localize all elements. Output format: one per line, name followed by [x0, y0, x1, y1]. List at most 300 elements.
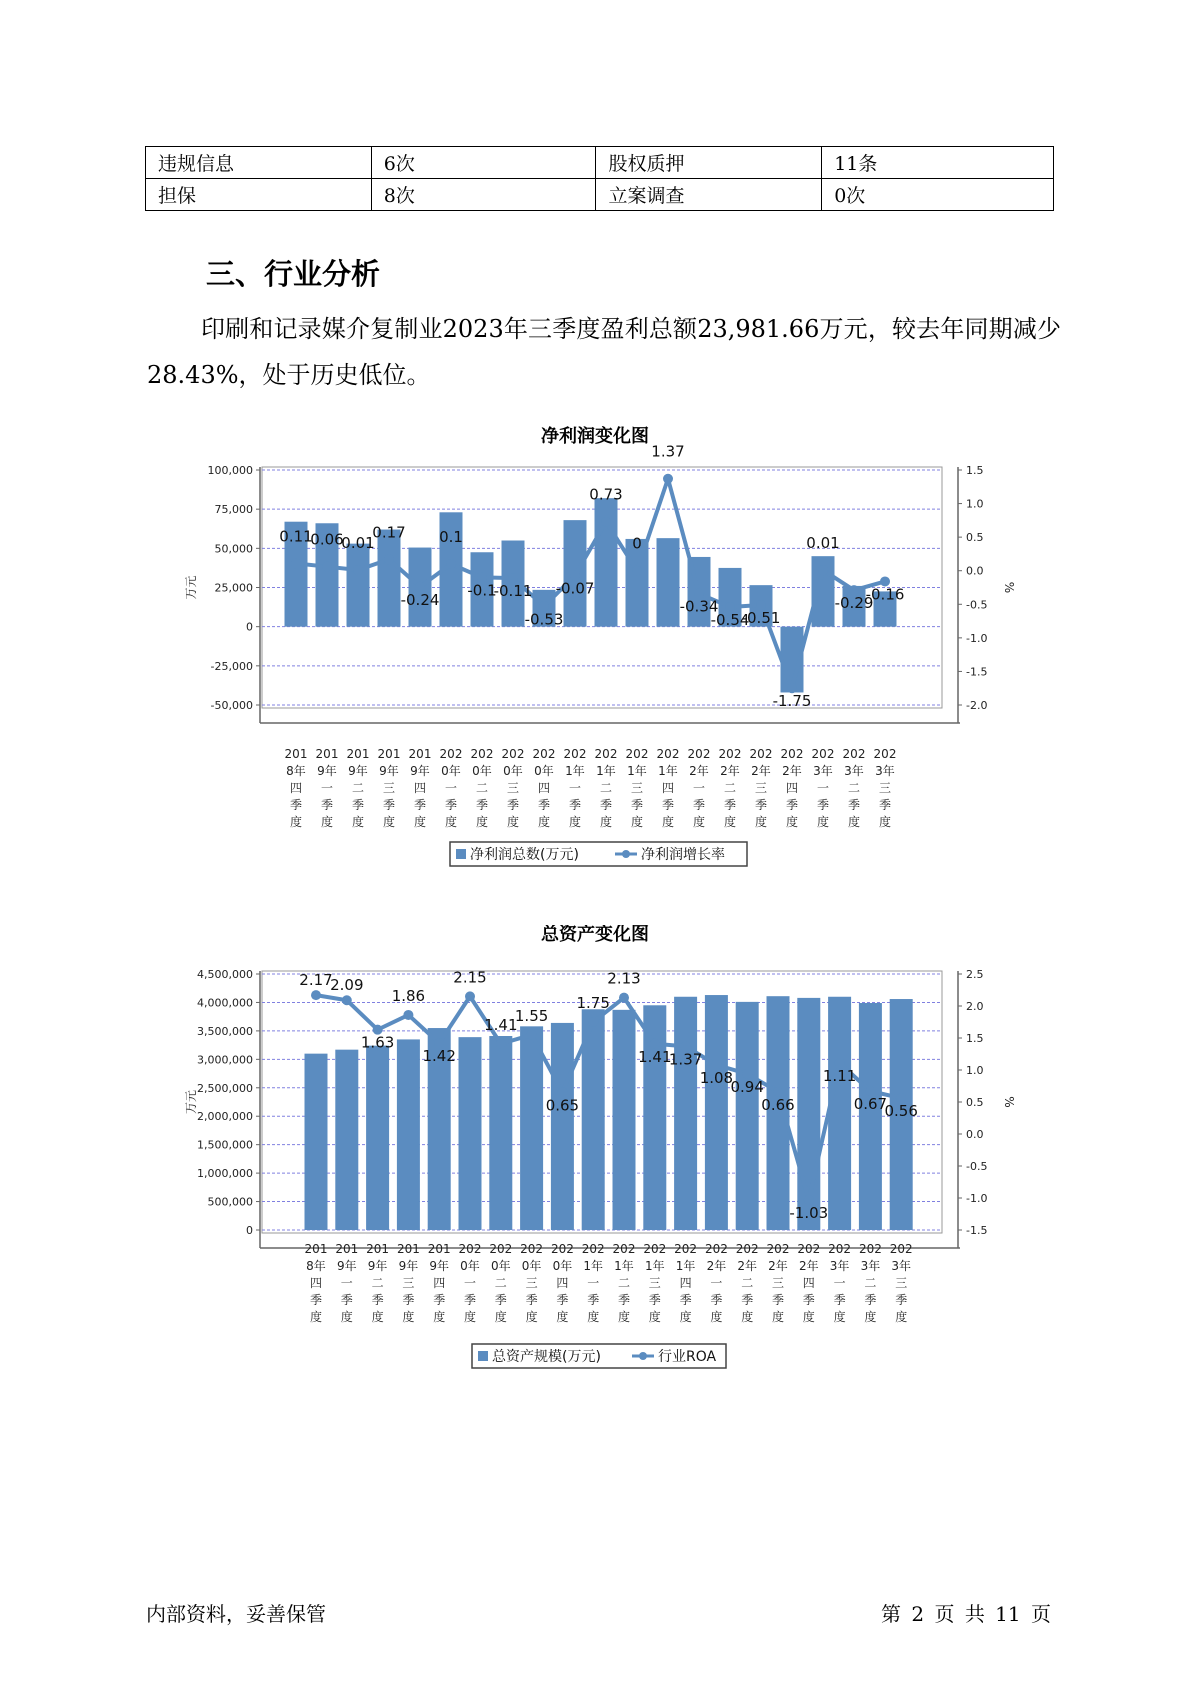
x-tick-label: 0年: [521, 1259, 542, 1273]
bar: [736, 1002, 759, 1230]
bar: [674, 997, 697, 1230]
x-tick-label: 季: [568, 798, 582, 812]
x-tick-label: 度: [895, 1310, 908, 1324]
x-tick-label: 度: [710, 1310, 723, 1324]
y-tick-label-right: 0.0: [966, 564, 984, 578]
table-cell: 11条: [822, 147, 1054, 179]
x-tick-label: 度: [463, 1310, 477, 1324]
x-tick-label: 202: [780, 747, 804, 761]
x-tick-label: 二: [599, 781, 613, 795]
x-tick-label: 度: [402, 1310, 415, 1324]
x-tick-label: 季: [754, 798, 768, 812]
bar: [366, 1046, 389, 1230]
x-tick-label: 1年: [565, 764, 585, 778]
x-tick-label: 1年: [644, 1259, 665, 1273]
x-tick-label: 202: [797, 1242, 821, 1256]
bar: [613, 1010, 636, 1230]
x-tick-label: 度: [802, 1310, 815, 1324]
x-tick-label: 3年: [860, 1259, 881, 1273]
x-tick-label: 度: [537, 815, 551, 829]
data-label: -0.24: [400, 590, 440, 609]
x-tick-label: 0年: [460, 1259, 480, 1273]
x-tick-label: 度: [816, 815, 830, 829]
x-tick-label: 9年: [410, 764, 430, 778]
legend-label-line: 行业ROA: [658, 1349, 717, 1365]
data-label: -0.16: [865, 585, 905, 604]
x-tick-label: 一: [444, 781, 458, 795]
bar: [305, 1054, 328, 1230]
x-tick-label: 度: [630, 815, 644, 829]
chart-title: 净利润变化图: [541, 426, 649, 447]
line-point: [496, 1039, 506, 1049]
legend-line-marker: [622, 850, 630, 858]
x-tick-label: 季: [630, 798, 644, 812]
bar: [347, 544, 370, 627]
x-tick-label: 季: [444, 798, 458, 812]
y-tick-label-right: 2.0: [966, 1000, 984, 1013]
x-tick-label: 季: [661, 798, 675, 812]
x-tick-label: 一: [463, 1276, 477, 1290]
x-tick-label: 季: [320, 798, 334, 812]
bar: [551, 1023, 574, 1230]
x-tick-label: 度: [661, 815, 675, 829]
y-tick-label-left: 4,000,000: [197, 996, 253, 1010]
x-tick-label: 202: [735, 1242, 759, 1256]
x-tick-label: 度: [444, 815, 458, 829]
x-tick-label: 度: [723, 815, 737, 829]
x-tick-label: 三: [630, 781, 644, 795]
x-tick-label: 202: [501, 747, 525, 761]
x-tick-label: 三: [771, 1276, 785, 1290]
line-point: [632, 566, 642, 576]
y-tick-label-left: 0: [246, 1224, 253, 1237]
x-tick-label: 季: [340, 1293, 353, 1307]
table-cell: 股权质押: [596, 147, 822, 179]
x-tick-label: 度: [351, 815, 365, 829]
x-tick-label: 季: [648, 1293, 661, 1307]
x-tick-label: 度: [771, 1310, 785, 1324]
x-tick-label: 季: [587, 1293, 600, 1307]
chart-title: 总资产变化图: [541, 925, 649, 945]
x-tick-label: 一: [833, 1276, 846, 1290]
x-tick-label: 季: [710, 1293, 723, 1307]
data-label: 0.65: [545, 1096, 580, 1115]
x-tick-label: 二: [371, 1276, 384, 1290]
total-assets-chart: [0, 925, 1191, 1385]
data-label: -1.75: [772, 692, 812, 711]
line-point: [588, 1017, 598, 1027]
x-tick-label: 201: [408, 747, 432, 761]
x-tick-label: 度: [494, 1310, 507, 1324]
y-tick-label-right: -1.5: [966, 1224, 988, 1237]
y-tick-label-left: 100,000: [207, 464, 253, 477]
x-tick-label: 度: [433, 1310, 446, 1324]
x-tick-label: 202: [811, 747, 835, 761]
data-label: 0: [632, 534, 642, 553]
x-tick-label: 季: [692, 798, 706, 812]
bar: [397, 1039, 420, 1230]
x-tick-label: 3年: [813, 764, 833, 778]
x-tick-label: 季: [402, 1293, 415, 1307]
x-tick-label: 季: [537, 798, 551, 812]
x-tick-label: 季: [371, 1293, 384, 1307]
section-heading: 三、行业分析: [206, 257, 381, 291]
x-tick-label: 度: [679, 1310, 692, 1324]
x-tick-label: 季: [525, 1293, 538, 1307]
bar: [378, 530, 401, 627]
x-tick-label: 202: [766, 1242, 790, 1256]
x-tick-label: 201: [427, 1242, 451, 1256]
line-point: [818, 565, 828, 575]
x-tick-label: 201: [284, 747, 308, 761]
y-tick-label-left: -25,000: [210, 659, 253, 673]
x-tick-label: 202: [563, 747, 587, 761]
line-point: [601, 517, 611, 527]
data-label: 0.67: [853, 1095, 888, 1114]
x-tick-label: 一: [692, 781, 706, 795]
x-tick-label: 度: [648, 1310, 661, 1324]
x-tick-label: 二: [741, 1276, 754, 1290]
data-label: 2.13: [607, 969, 641, 988]
x-tick-label: 三: [402, 1276, 415, 1290]
bar: [828, 997, 851, 1230]
data-label: 1.08: [699, 1068, 734, 1087]
legend-bar-swatch: [456, 849, 466, 859]
legend-label-bar: 总资产规模(万元): [492, 1349, 601, 1365]
x-tick-label: 2年: [798, 1259, 819, 1273]
x-tick-label: 0年: [503, 764, 523, 778]
y-tick-label-right: 1.0: [966, 497, 984, 511]
x-tick-label: 一: [568, 781, 582, 795]
x-tick-label: 度: [371, 1310, 384, 1324]
x-tick-label: 1年: [583, 1259, 604, 1273]
x-tick-label: 9年: [317, 764, 337, 778]
x-tick-label: 四: [679, 1276, 692, 1290]
data-label: 1.75: [576, 994, 610, 1012]
x-tick-label: 二: [475, 781, 489, 795]
x-tick-label: 度: [289, 815, 303, 829]
x-tick-label: 201: [377, 747, 401, 761]
x-tick-label: 3年: [891, 1259, 912, 1273]
x-tick-label: 四: [802, 1276, 815, 1290]
x-tick-label: 0年: [534, 764, 554, 778]
x-tick-label: 8年: [306, 1259, 326, 1273]
footer-page-number: 第 2 页 共 11 页: [881, 1602, 1051, 1626]
x-tick-label: 季: [802, 1293, 815, 1307]
x-tick-label: 202: [704, 1242, 728, 1256]
line-point: [384, 554, 394, 564]
x-tick-label: 季: [847, 798, 861, 812]
x-tick-label: 度: [741, 1310, 754, 1324]
x-tick-label: 季: [864, 1293, 877, 1307]
x-tick-label: 202: [687, 747, 711, 761]
x-tick-label: 1年: [658, 764, 678, 778]
data-label: -0.54: [710, 610, 750, 629]
table-cell: 8次: [371, 179, 596, 211]
y-tick-label-left: 3,000,000: [197, 1053, 253, 1067]
x-tick-label: 季: [741, 1293, 754, 1307]
line-point: [403, 1010, 413, 1020]
bar: [459, 1037, 482, 1230]
x-tick-label: 202: [828, 1242, 852, 1256]
data-label: 0.94: [730, 1077, 764, 1096]
data-label: 2.15: [453, 968, 487, 987]
data-label: 1.11: [822, 1066, 857, 1085]
data-label: 0.66: [761, 1095, 795, 1114]
summary-table: [145, 146, 1054, 211]
x-tick-label: 二: [723, 781, 737, 795]
x-tick-label: 季: [895, 1293, 908, 1307]
x-tick-label: 季: [351, 798, 365, 812]
x-tick-label: 三: [382, 781, 396, 795]
data-label: 1.37: [651, 442, 685, 461]
y-tick-label-right: -1.0: [966, 631, 988, 645]
x-tick-label: 0年: [552, 1259, 573, 1273]
x-tick-label: 三: [754, 781, 768, 795]
x-tick-label: 9年: [348, 764, 368, 778]
x-tick-label: 一: [587, 1276, 600, 1290]
data-label: 1.63: [360, 1033, 395, 1052]
data-label: 2.17: [299, 971, 333, 990]
x-tick-label: 9年: [429, 1259, 450, 1273]
x-tick-label: 1年: [627, 764, 647, 778]
y-tick-label-right: 0.5: [966, 1096, 984, 1109]
x-tick-label: 度: [309, 1310, 323, 1324]
data-label: 0.73: [589, 485, 623, 504]
data-label: 1.42: [422, 1047, 456, 1066]
data-label: -0.34: [679, 597, 719, 616]
x-tick-label: 二: [617, 1276, 631, 1290]
x-tick-label: 季: [506, 798, 520, 812]
data-label: 1.86: [391, 986, 426, 1005]
y-tick-label-right: 1.5: [966, 1032, 984, 1045]
x-tick-label: 202: [612, 1242, 636, 1256]
data-label: 0.11: [279, 527, 313, 546]
bar: [520, 1026, 543, 1230]
y-axis-title-right: %: [1002, 581, 1016, 594]
x-tick-label: 201: [315, 747, 339, 761]
x-tick-label: 一: [340, 1276, 353, 1290]
x-tick-label: 9年: [379, 764, 399, 778]
data-label: 1.41: [484, 1015, 518, 1034]
x-tick-label: 2年: [737, 1259, 758, 1273]
x-tick-label: 202: [858, 1242, 882, 1256]
x-tick-label: 度: [833, 1310, 846, 1324]
x-tick-label: 度: [617, 1310, 631, 1324]
y-tick-label-right: 0.0: [966, 1128, 984, 1141]
x-tick-label: 季: [413, 798, 427, 812]
x-tick-label: 季: [723, 798, 737, 812]
data-label: 1.37: [668, 1050, 703, 1069]
x-tick-label: 202: [550, 1242, 574, 1256]
x-tick-label: 三: [506, 781, 520, 795]
x-tick-label: 9年: [336, 1259, 357, 1273]
x-tick-label: 2年: [720, 764, 740, 778]
x-tick-label: 四: [537, 781, 551, 795]
y-tick-label-left: 2,000,000: [197, 1110, 253, 1124]
x-tick-label: 度: [878, 815, 892, 829]
x-tick-label: 度: [568, 815, 582, 829]
y-tick-label-left: 500,000: [207, 1195, 253, 1209]
data-label: -0.07: [555, 579, 595, 598]
data-label: 0.1: [439, 528, 463, 546]
y-tick-label-right: 0.5: [966, 531, 984, 545]
y-axis-title-right: %: [1002, 1096, 1016, 1108]
x-tick-label: 0年: [490, 1259, 511, 1273]
x-tick-label: 二: [494, 1276, 507, 1290]
x-tick-label: 度: [413, 815, 427, 829]
data-label: 1.41: [638, 1047, 672, 1066]
x-tick-label: 季: [679, 1293, 692, 1307]
data-label: 2.09: [330, 976, 364, 995]
x-tick-label: 3年: [875, 764, 895, 778]
x-tick-label: 三: [525, 1276, 538, 1290]
x-tick-label: 季: [599, 798, 613, 812]
x-tick-label: 1年: [614, 1259, 634, 1273]
x-tick-label: 四: [556, 1276, 569, 1290]
data-label: 0.17: [372, 523, 406, 542]
x-tick-label: 1年: [675, 1259, 696, 1273]
x-tick-label: 度: [556, 1310, 569, 1324]
x-tick-label: 季: [771, 1293, 785, 1307]
section-paragraph: 印刷和记录媒介复制业2023年三季度盈利总额23,981.66万元，较去年同期减少28.43%，处于历史低位。: [147, 315, 1061, 389]
y-tick-label-left: 4,500,000: [197, 968, 253, 981]
x-tick-label: 202: [749, 747, 773, 761]
x-tick-label: 度: [692, 815, 706, 829]
x-tick-label: 0年: [472, 764, 492, 778]
line-point: [465, 991, 475, 1001]
y-tick-label-right: -1.5: [966, 665, 988, 679]
data-label: -0.29: [834, 594, 874, 613]
x-tick-label: 季: [382, 798, 396, 812]
x-tick-label: 三: [895, 1276, 908, 1290]
x-tick-label: 度: [785, 815, 799, 829]
y-tick-label-right: 2.5: [966, 968, 984, 981]
table-cell: 立案调查: [596, 179, 822, 211]
data-label: 0.06: [310, 530, 344, 549]
x-tick-label: 3年: [829, 1259, 850, 1273]
line-point: [342, 995, 352, 1005]
y-tick-label-left: 25,000: [214, 581, 253, 595]
x-tick-label: 季: [878, 798, 892, 812]
line-point: [353, 565, 363, 575]
x-tick-label: 9年: [398, 1259, 419, 1273]
table-row: [146, 179, 1054, 211]
y-tick-label-left: 75,000: [214, 503, 253, 517]
y-tick-label-left: 3,500,000: [197, 1024, 253, 1038]
x-tick-label: 202: [718, 747, 742, 761]
data-label: 1.55: [514, 1006, 549, 1025]
x-tick-label: 202: [489, 1242, 513, 1256]
legend-line-marker: [639, 1352, 647, 1360]
table-cell: 0次: [822, 179, 1054, 211]
x-tick-label: 201: [346, 747, 370, 761]
x-tick-label: 度: [340, 1310, 353, 1324]
x-tick-label: 度: [525, 1310, 538, 1324]
line-point: [446, 559, 456, 569]
legend-label-line: 净利润增长率: [641, 847, 725, 863]
x-tick-label: 二: [864, 1276, 877, 1290]
y-tick-label-left: 0: [246, 620, 253, 634]
x-tick-label: 度: [320, 815, 334, 829]
x-tick-label: 季: [289, 798, 303, 812]
y-tick-label-right: -0.5: [966, 1160, 988, 1173]
line-point: [619, 993, 629, 1003]
table-cell: 担保: [146, 179, 372, 211]
line-point: [291, 558, 301, 568]
x-tick-label: 季: [833, 1293, 846, 1307]
x-tick-label: 202: [532, 747, 556, 761]
x-tick-label: 202: [439, 747, 463, 761]
x-tick-label: 201: [366, 1242, 390, 1256]
x-tick-label: 四: [433, 1276, 446, 1290]
x-tick-label: 四: [413, 781, 427, 795]
x-tick-label: 202: [625, 747, 649, 761]
data-label: 0.01: [806, 534, 840, 553]
x-tick-label: 202: [581, 1242, 605, 1256]
x-tick-label: 1年: [596, 764, 616, 778]
x-tick-label: 度: [864, 1310, 877, 1324]
y-tick-label-right: -0.5: [966, 598, 988, 612]
data-label: -0.11: [493, 582, 533, 601]
line-point: [311, 990, 321, 1000]
x-tick-label: 202: [889, 1242, 913, 1256]
bar: [859, 1003, 882, 1230]
bar: [335, 1050, 358, 1230]
x-tick-label: 一: [710, 1276, 723, 1290]
line-point: [663, 474, 673, 484]
x-tick-label: 季: [494, 1293, 507, 1307]
data-label: -0.53: [524, 610, 564, 629]
x-tick-label: 202: [458, 1242, 482, 1256]
table-cell: 违规信息: [146, 147, 372, 179]
x-tick-label: 季: [433, 1293, 446, 1307]
x-tick-label: 2年: [782, 764, 802, 778]
net-profit-chart: [0, 420, 1191, 880]
x-tick-label: 季: [309, 1293, 323, 1307]
x-tick-label: 202: [594, 747, 618, 761]
y-tick-label-left: 2,500,000: [197, 1081, 253, 1095]
x-tick-label: 四: [289, 781, 303, 795]
legend-bar-swatch: [478, 1351, 488, 1361]
y-tick-label-right: 1.5: [966, 464, 984, 477]
x-tick-label: 2年: [689, 764, 709, 778]
data-label: -0.1: [467, 581, 497, 600]
x-tick-label: 季: [475, 798, 489, 812]
x-tick-label: 201: [304, 1242, 328, 1256]
table-cell: 6次: [371, 147, 596, 179]
x-tick-label: 二: [351, 781, 365, 795]
x-tick-label: 季: [617, 1293, 631, 1307]
legend-label-bar: 净利润总数(万元): [470, 847, 579, 863]
y-axis-title-left: 万元: [184, 1089, 198, 1115]
x-tick-label: 9年: [367, 1259, 388, 1273]
x-tick-label: 3年: [844, 764, 864, 778]
line-point: [322, 562, 332, 572]
x-tick-label: 8年: [286, 764, 306, 778]
x-tick-label: 度: [475, 815, 489, 829]
x-tick-label: 202: [470, 747, 494, 761]
y-tick-label-right: -2.0: [966, 699, 988, 712]
x-tick-label: 四: [785, 781, 799, 795]
x-tick-label: 一: [816, 781, 830, 795]
x-tick-label: 202: [656, 747, 680, 761]
y-tick-label-left: 1,000,000: [197, 1167, 253, 1181]
x-tick-label: 四: [309, 1276, 323, 1290]
bar: [657, 538, 680, 627]
data-label: 0.56: [884, 1102, 918, 1121]
x-tick-label: 201: [396, 1242, 420, 1256]
